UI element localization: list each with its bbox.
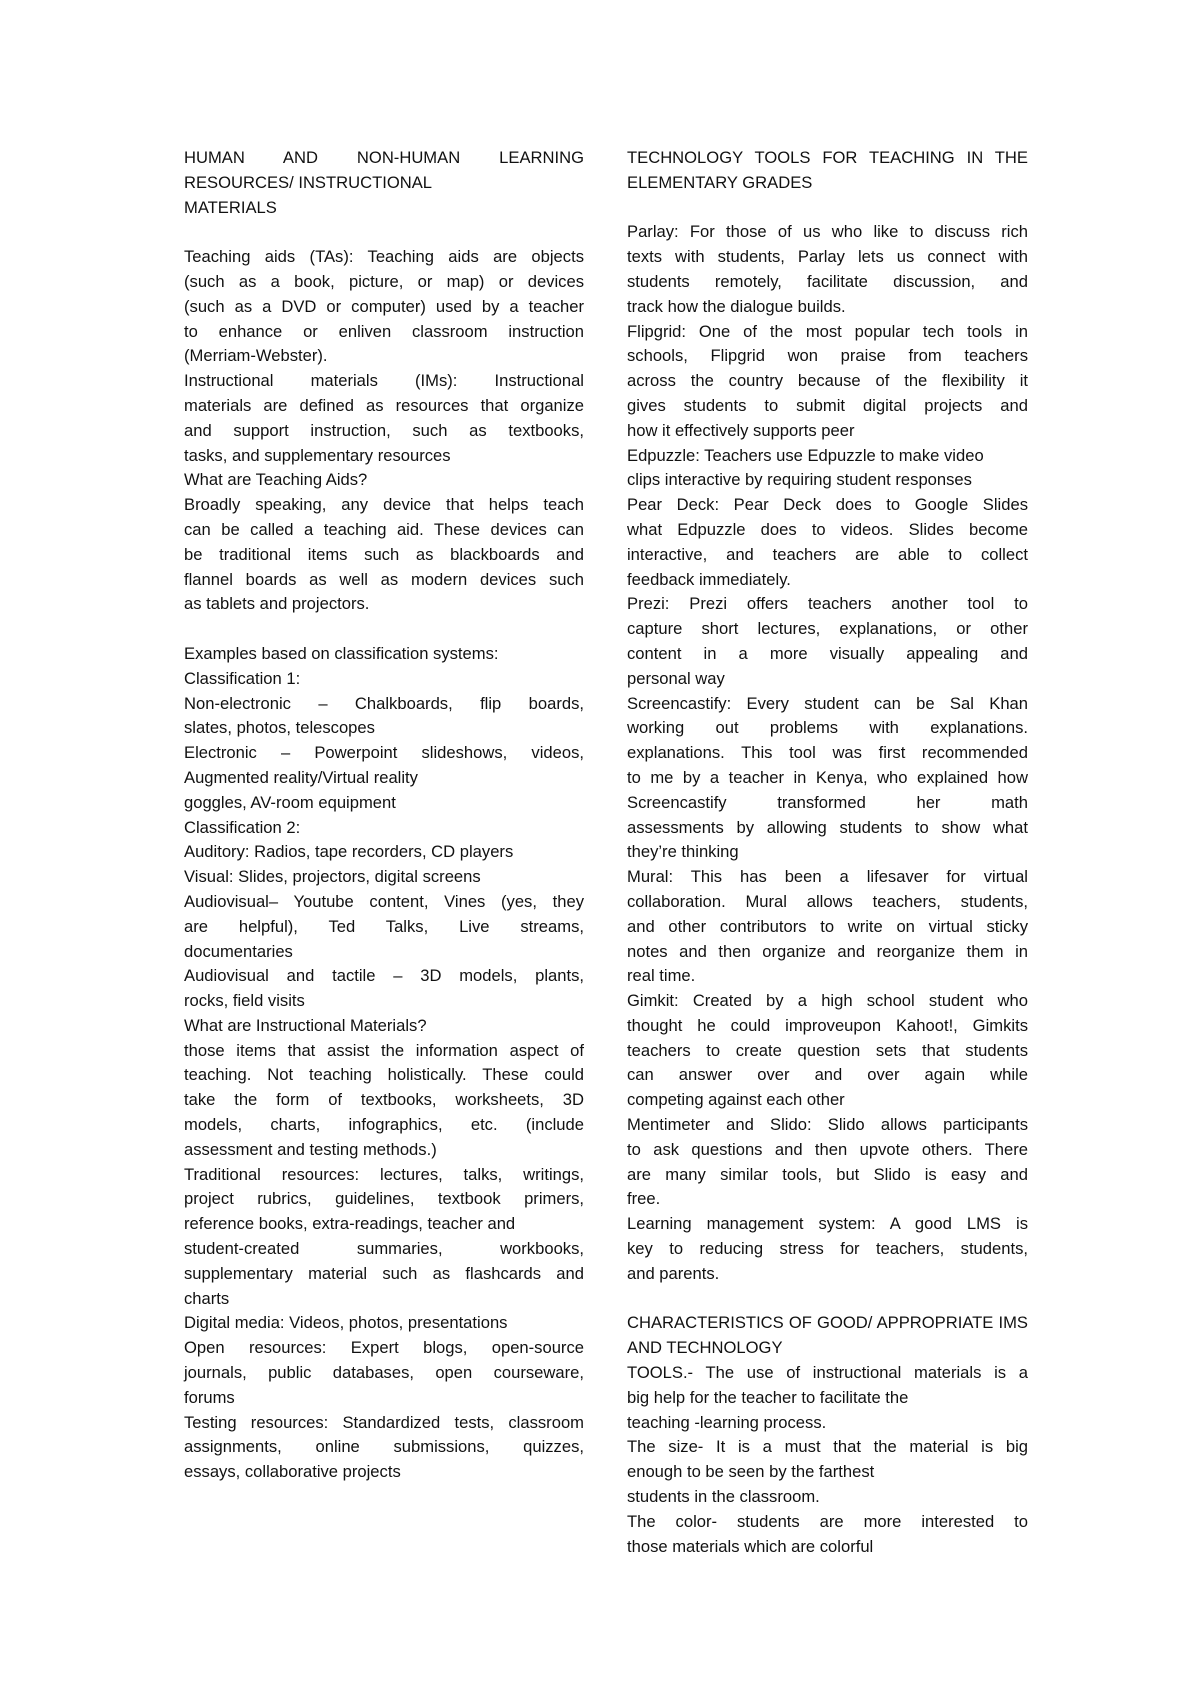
text-line: (such as a book, picture, or map) or devices [184, 271, 584, 291]
text-line: Screencastify: Every student can be Sal Khan [627, 693, 1028, 713]
text-line: Instructional materials (IMs): Instructional [184, 371, 584, 391]
right-column [627, 146, 1028, 1559]
text-line: take the form of textbooks, worksheets, 3D [184, 1090, 584, 1110]
text-line: real time. [627, 966, 696, 986]
text-line: goggles, AV-room equipment [184, 792, 396, 812]
text-line: Digital media: Videos, photos, presentations [184, 1313, 508, 1333]
text-line: personal way [627, 668, 725, 688]
text-line: rocks, field visits [184, 991, 305, 1011]
blank-line [627, 1287, 1028, 1312]
text-line: big help for the teacher to facilitate the [627, 1387, 909, 1407]
text-line: charts [184, 1288, 230, 1308]
text-line: AND TECHNOLOGY [627, 1338, 783, 1358]
text-line: can be called a teaching aid. These devices can [184, 519, 584, 539]
text-line: students remotely, facilitate discussion, and [627, 271, 1028, 291]
text-line: are helpful), Ted Talks, Live streams, [184, 916, 584, 936]
text-line: collaboration. Mural allows teachers, students, [627, 891, 1028, 911]
text-line: The color- students are more interested to [627, 1511, 1028, 1531]
text-line: Auditory: Radios, tape recorders, CD players [184, 842, 514, 862]
text-line: to enhance or enliven classroom instruction [184, 321, 584, 341]
text-line: to ask questions and then upvote others. There [627, 1139, 1028, 1159]
text-line: teaching. Not teaching holistically. These could [184, 1065, 584, 1085]
text-line: materials are defined as resources that organize [184, 395, 584, 415]
text-line: Screencastify transformed her math [627, 792, 1028, 812]
text-line: assessment and testing methods.) [184, 1139, 437, 1159]
text-line: key to reducing stress for teachers, students, [627, 1239, 1028, 1259]
text-line: slates, photos, telescopes [184, 718, 375, 738]
text-line: What are Teaching Aids? [184, 470, 368, 490]
text-line: Prezi: Prezi offers teachers another tool to [627, 594, 1028, 614]
text-line: those materials which are colorful [627, 1536, 874, 1556]
text-line: Teaching aids (TAs): Teaching aids are objects [184, 247, 584, 267]
text-line: be traditional items such as blackboards and [184, 544, 584, 564]
text-line: Gimkit: Created by a high school student who [627, 991, 1028, 1011]
text-line: schools, Flipgrid won praise from teachers [627, 346, 1028, 366]
text-line: flannel boards as well as modern devices such [184, 569, 584, 589]
text-line: what Edpuzzle does to videos. Slides become [627, 519, 1028, 539]
text-line: supplementary material such as flashcards and [184, 1263, 584, 1283]
text-line: Broadly speaking, any device that helps teach [184, 495, 584, 515]
text-line: assignments, online submissions, quizzes, [184, 1437, 584, 1457]
text-line: as tablets and projectors. [184, 594, 370, 614]
text-line: and support instruction, such as textbooks, [184, 420, 584, 440]
text-line: Testing resources: Standardized tests, classroom [184, 1412, 584, 1432]
text-line: tasks, and supplementary resources [184, 445, 451, 465]
text-line: Classification 2: [184, 817, 301, 837]
blank-line [184, 617, 584, 642]
text-line: teachers to create question sets that students [627, 1040, 1028, 1060]
text-line: Audiovisual and tactile – 3D models, plants, [184, 966, 584, 986]
text-line: thought he could improveupon Kahoot!, Gimkits [627, 1015, 1028, 1035]
text-line: Flipgrid: One of the most popular tech tools in [627, 321, 1028, 341]
text-line: forums [184, 1387, 235, 1407]
text-line: documentaries [184, 941, 293, 961]
text-line: TOOLS.- The use of instructional materials is a [627, 1363, 1028, 1383]
text-line: to me by a teacher in Kenya, who explained how [627, 767, 1028, 787]
text-line: Edpuzzle: Teachers use Edpuzzle to make video [627, 445, 984, 465]
text-line: students in the classroom. [627, 1487, 820, 1507]
text-line: MATERIALS [184, 197, 277, 217]
text-line: reference books, extra-readings, teacher and [184, 1214, 516, 1234]
text-line: competing against each other [627, 1090, 845, 1110]
blank-line [627, 196, 1028, 221]
text-line: (Merriam-Webster). [184, 346, 328, 366]
text-line: notes and then organize and reorganize them in [627, 941, 1028, 961]
text-line: Classification 1: [184, 668, 301, 688]
text-line: interactive, and teachers are able to collect [627, 544, 1028, 564]
text-line: free. [627, 1189, 661, 1209]
text-line: Pear Deck: Pear Deck does to Google Slides [627, 495, 1028, 515]
text-line: Mural: This has been a lifesaver for virtual [627, 867, 1028, 887]
text-line: and other contributors to write on virtual sticky [627, 916, 1028, 936]
text-line: Visual: Slides, projectors, digital screens [184, 867, 481, 887]
text-line: The size- It is a must that the material is big [627, 1437, 1028, 1457]
text-line: Mentimeter and Slido: Slido allows participants [627, 1115, 1028, 1135]
text-line: Electronic – Powerpoint slideshows, videos, [184, 743, 584, 763]
text-line: ELEMENTARY GRADES [627, 172, 813, 192]
text-line: What are Instructional Materials? [184, 1015, 427, 1035]
text-line: clips interactive by requiring student responses [627, 470, 972, 490]
text-line: they’re thinking [627, 842, 739, 862]
text-line: capture short lectures, explanations, or other [627, 619, 1028, 639]
text-line: project rubrics, guidelines, textbook primers, [184, 1189, 584, 1209]
text-line: feedback immediately. [627, 569, 791, 589]
text-line: gives students to submit digital projects and [627, 395, 1028, 415]
text-line: content in a more visually appealing and [627, 643, 1028, 663]
text-line: enough to be seen by the farthest [627, 1462, 875, 1482]
text-line: journals, public databases, open courseware, [184, 1363, 584, 1383]
text-line: assessments by allowing students to show what [627, 817, 1028, 837]
text-line: models, charts, infographics, etc. (include [184, 1115, 584, 1135]
text-line: track how the dialogue builds. [627, 296, 846, 316]
text-line: working out problems with explanations. [627, 718, 1028, 738]
text-line: Examples based on classification systems: [184, 643, 499, 663]
text-line: essays, collaborative projects [184, 1462, 401, 1482]
text-line: Audiovisual– Youtube content, Vines (yes, they [184, 891, 584, 911]
text-line: can answer over and over again while [627, 1065, 1028, 1085]
text-line: HUMAN AND NON-HUMAN LEARNING [184, 148, 584, 167]
text-line: Non-electronic – Chalkboards, flip boards, [184, 693, 584, 713]
text-line: student-created summaries, workbooks, [184, 1239, 584, 1259]
text-line: TECHNOLOGY TOOLS FOR TEACHING IN THE [627, 148, 1028, 167]
text-line: texts with students, Parlay lets us connect with [627, 247, 1028, 267]
text-line: how it effectively supports peer [627, 420, 855, 440]
text-line: RESOURCES/ INSTRUCTIONAL [184, 172, 433, 192]
text-line: and parents. [627, 1263, 720, 1283]
text-line: Traditional resources: lectures, talks, writings, [184, 1164, 584, 1184]
text-line: (such as a DVD or computer) used by a teacher [184, 296, 584, 316]
text-line: those items that assist the information aspect of [184, 1040, 584, 1060]
text-line: teaching -learning process. [627, 1412, 827, 1432]
blank-line [184, 220, 584, 245]
text-line: Open resources: Expert blogs, open-source [184, 1338, 584, 1358]
text-line: Augmented reality/Virtual reality [184, 767, 418, 787]
text-line: CHARACTERISTICS OF GOOD/ APPROPRIATE IMS [627, 1313, 1028, 1333]
text-line: are many similar tools, but Slido is easy and [627, 1164, 1028, 1184]
text-line: across the country because of the flexibility it [627, 371, 1028, 391]
text-line: explanations. This tool was first recommended [627, 743, 1028, 763]
text-line: Parlay: For those of us who like to discuss rich [627, 222, 1028, 242]
left-column [184, 146, 584, 1485]
text-line: Learning management system: A good LMS is [627, 1214, 1028, 1234]
